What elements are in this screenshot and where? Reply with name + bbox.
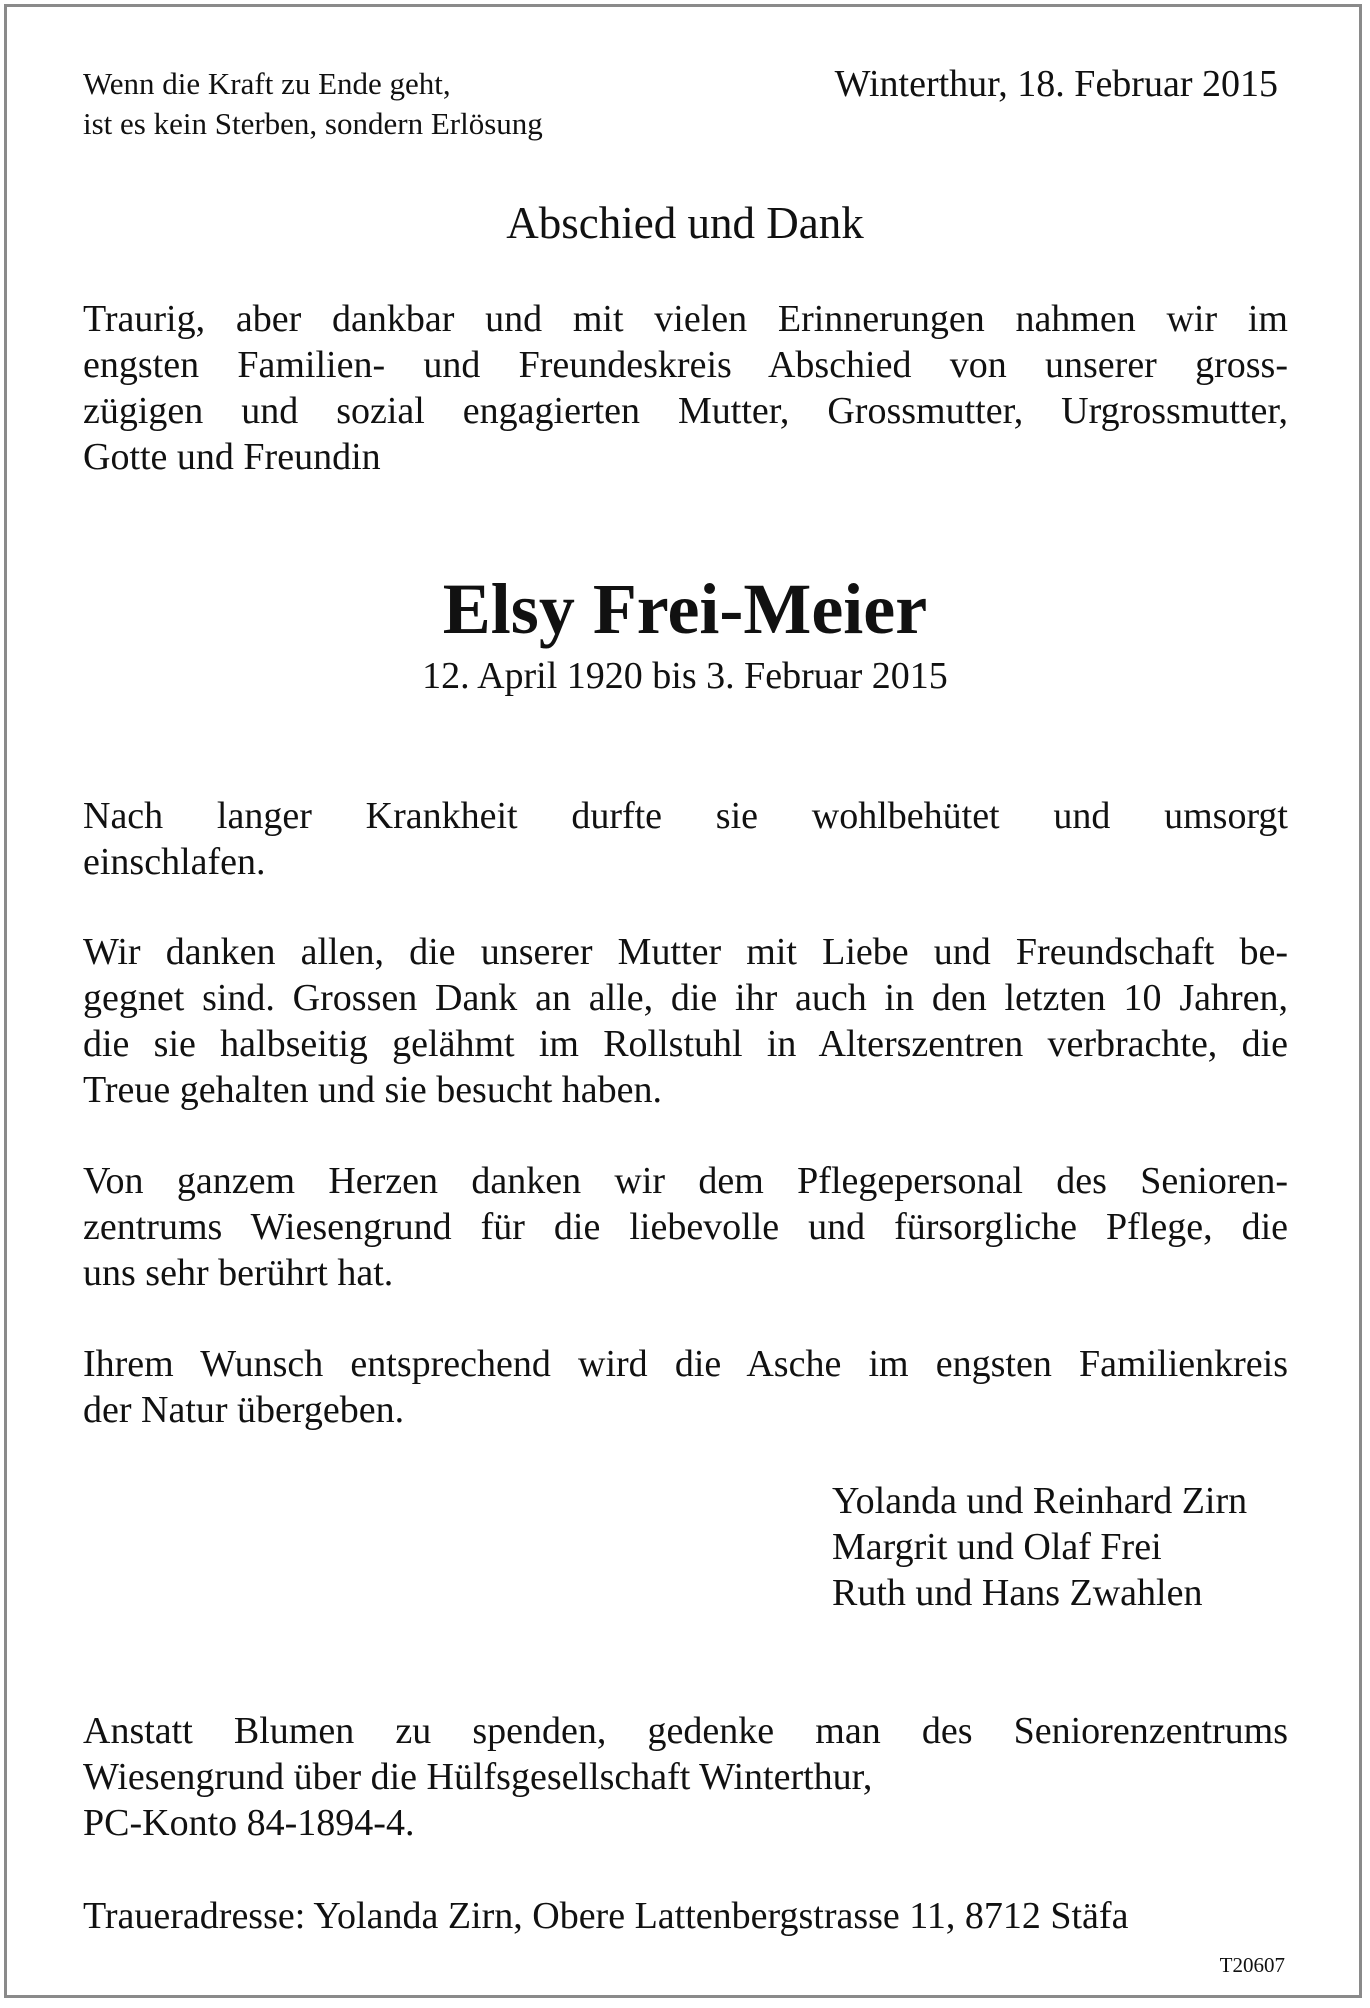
text-line: gegnet sind. Grossen Dank an alle, die ihr auch in den letzten 10 Jahren, (83, 977, 1288, 1019)
text-line: Traurig, aber dankbar und mit vielen Erinnerungen nahmen wir im (83, 298, 1288, 340)
signatories (832, 1478, 1247, 1616)
text-line: zügigen und sozial engagierten Mutter, Grossmutter, Urgrossmutter, (83, 390, 1288, 432)
reference-code: T20607 (1219, 1953, 1285, 1977)
heading: Abschied und Dank (506, 198, 864, 248)
text-line: Nach langer Krankheit durfte sie wohlbehütet und umsorgt (83, 795, 1288, 837)
life-dates: 12. April 1920 bis 3. Februar 2015 (422, 655, 948, 697)
intro-paragraph (83, 296, 1288, 480)
motto-line: ist es kein Sterben, sondern Erlösung (83, 106, 543, 141)
mourning-address: Traueradresse: Yolanda Zirn, Obere Lattenbergstrasse 11, 8712 Stäfa (83, 1895, 1129, 1937)
signatory: Margrit und Olaf Frei (832, 1526, 1162, 1568)
text-line: uns sehr berührt hat. (83, 1252, 394, 1294)
text-line: Anstatt Blumen zu spenden, gedenke man des Seniorenzentrums (83, 1710, 1288, 1752)
paragraph-thanks (83, 929, 1288, 1113)
text-line: die sie halbseitig gelähmt im Rollstuhl in Alterszentren verbrachte, die (83, 1023, 1288, 1065)
text-line: zentrums Wiesengrund für die liebevolle und fürsorgliche Pflege, die (83, 1206, 1288, 1248)
text-line: Gotte und Freundin (83, 436, 381, 478)
text-line: Ihrem Wunsch entsprechend wird die Asche im engsten Familienkreis (83, 1343, 1288, 1385)
text-line: Wiesengrund über die Hülfsgesellschaft Winterthur, (83, 1756, 873, 1798)
place-date: Winterthur, 18. Februar 2015 (834, 63, 1278, 105)
paragraph-care-staff (83, 1158, 1288, 1296)
signatory: Ruth und Hans Zwahlen (832, 1572, 1203, 1614)
paragraph-ashes (83, 1341, 1288, 1433)
paragraph-illness (83, 793, 1288, 885)
text-line: der Natur übergeben. (83, 1389, 405, 1431)
text-line: Von ganzem Herzen danken wir dem Pflegepersonal des Senioren- (83, 1160, 1288, 1202)
text-line: einschlafen. (83, 841, 266, 883)
text-line: PC-Konto 84-1894-4. (83, 1802, 415, 1844)
text-line: Wir danken allen, die unserer Mutter mit Liebe und Freundschaft be- (83, 931, 1288, 973)
deceased-name: Elsy Frei-Meier (442, 569, 928, 649)
paragraph-donation (83, 1708, 1288, 1846)
motto (83, 64, 543, 144)
text-line: engsten Familien- und Freundeskreis Abschied von unserer gross- (83, 344, 1288, 386)
signatory: Yolanda und Reinhard Zirn (832, 1480, 1248, 1522)
text-line: Treue gehalten und sie besucht haben. (83, 1069, 662, 1111)
motto-line: Wenn die Kraft zu Ende geht, (83, 66, 451, 101)
